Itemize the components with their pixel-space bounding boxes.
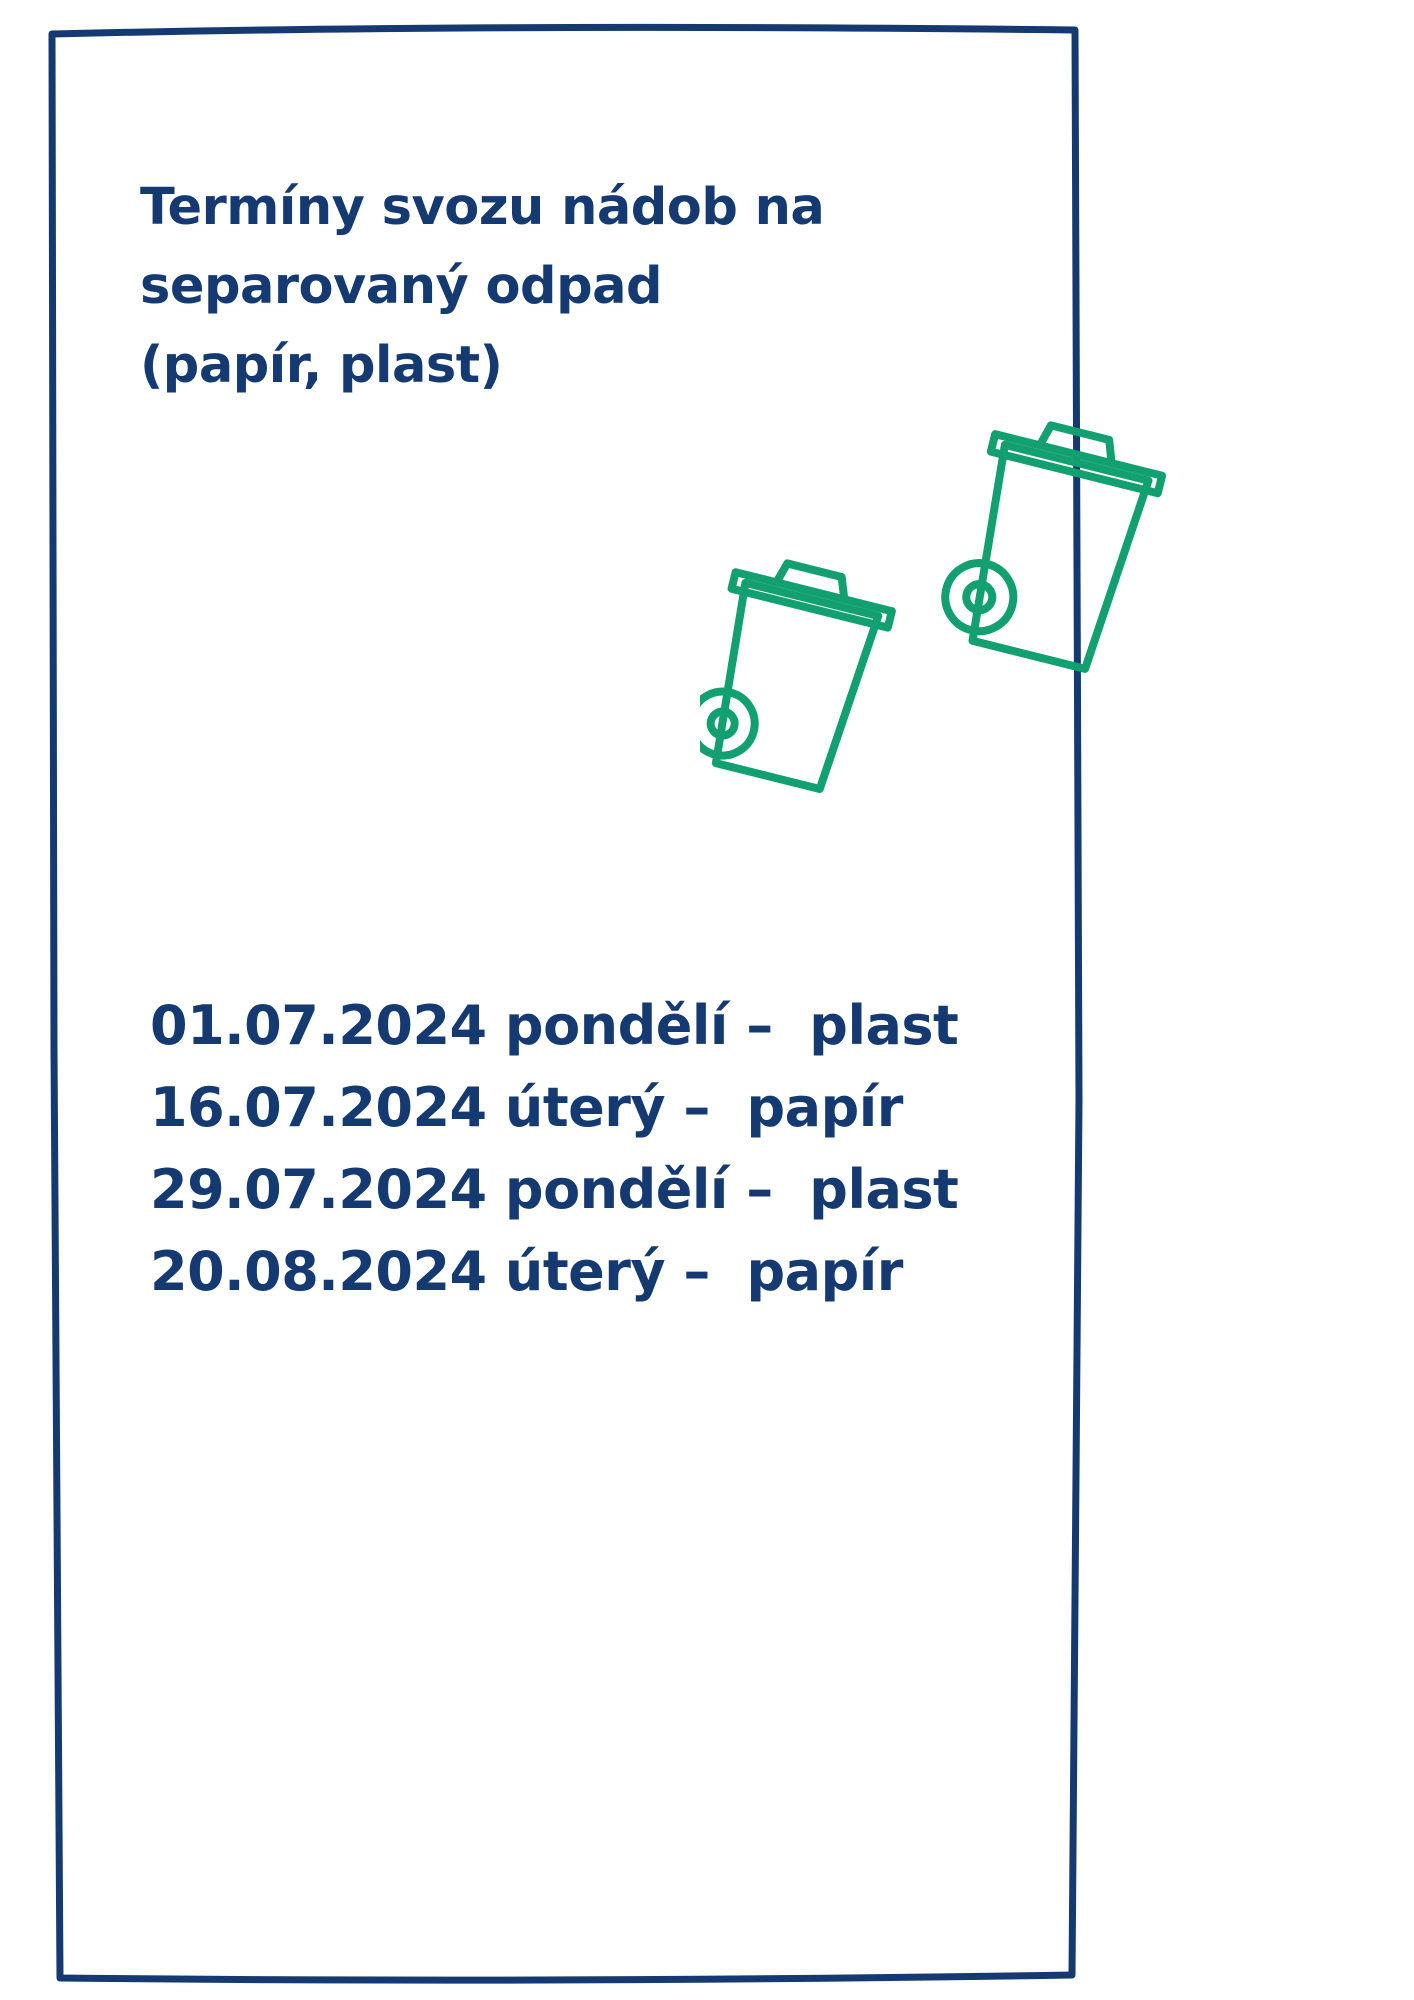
list-item: 29.07.2024 pondělí – plast [150, 1158, 959, 1222]
waste-bin-icon [936, 410, 1168, 675]
page-title-line-1: Termíny svozu nádob na [140, 178, 825, 237]
page-title-line-2: separovaný odpad [140, 257, 662, 317]
page-title-line-3: (papír, plast) [140, 336, 503, 396]
list-item: 20.08.2024 úterý – papír [150, 1240, 903, 1304]
list-item: 16.07.2024 úterý – papír [150, 1076, 903, 1140]
page-title [140, 168, 1040, 405]
list-item: 01.07.2024 pondělí – plast [150, 994, 959, 1057]
collection-schedule-list [150, 985, 1300, 1313]
waste-bin-icon [700, 550, 897, 796]
waste-bins-illustration [700, 380, 1260, 850]
